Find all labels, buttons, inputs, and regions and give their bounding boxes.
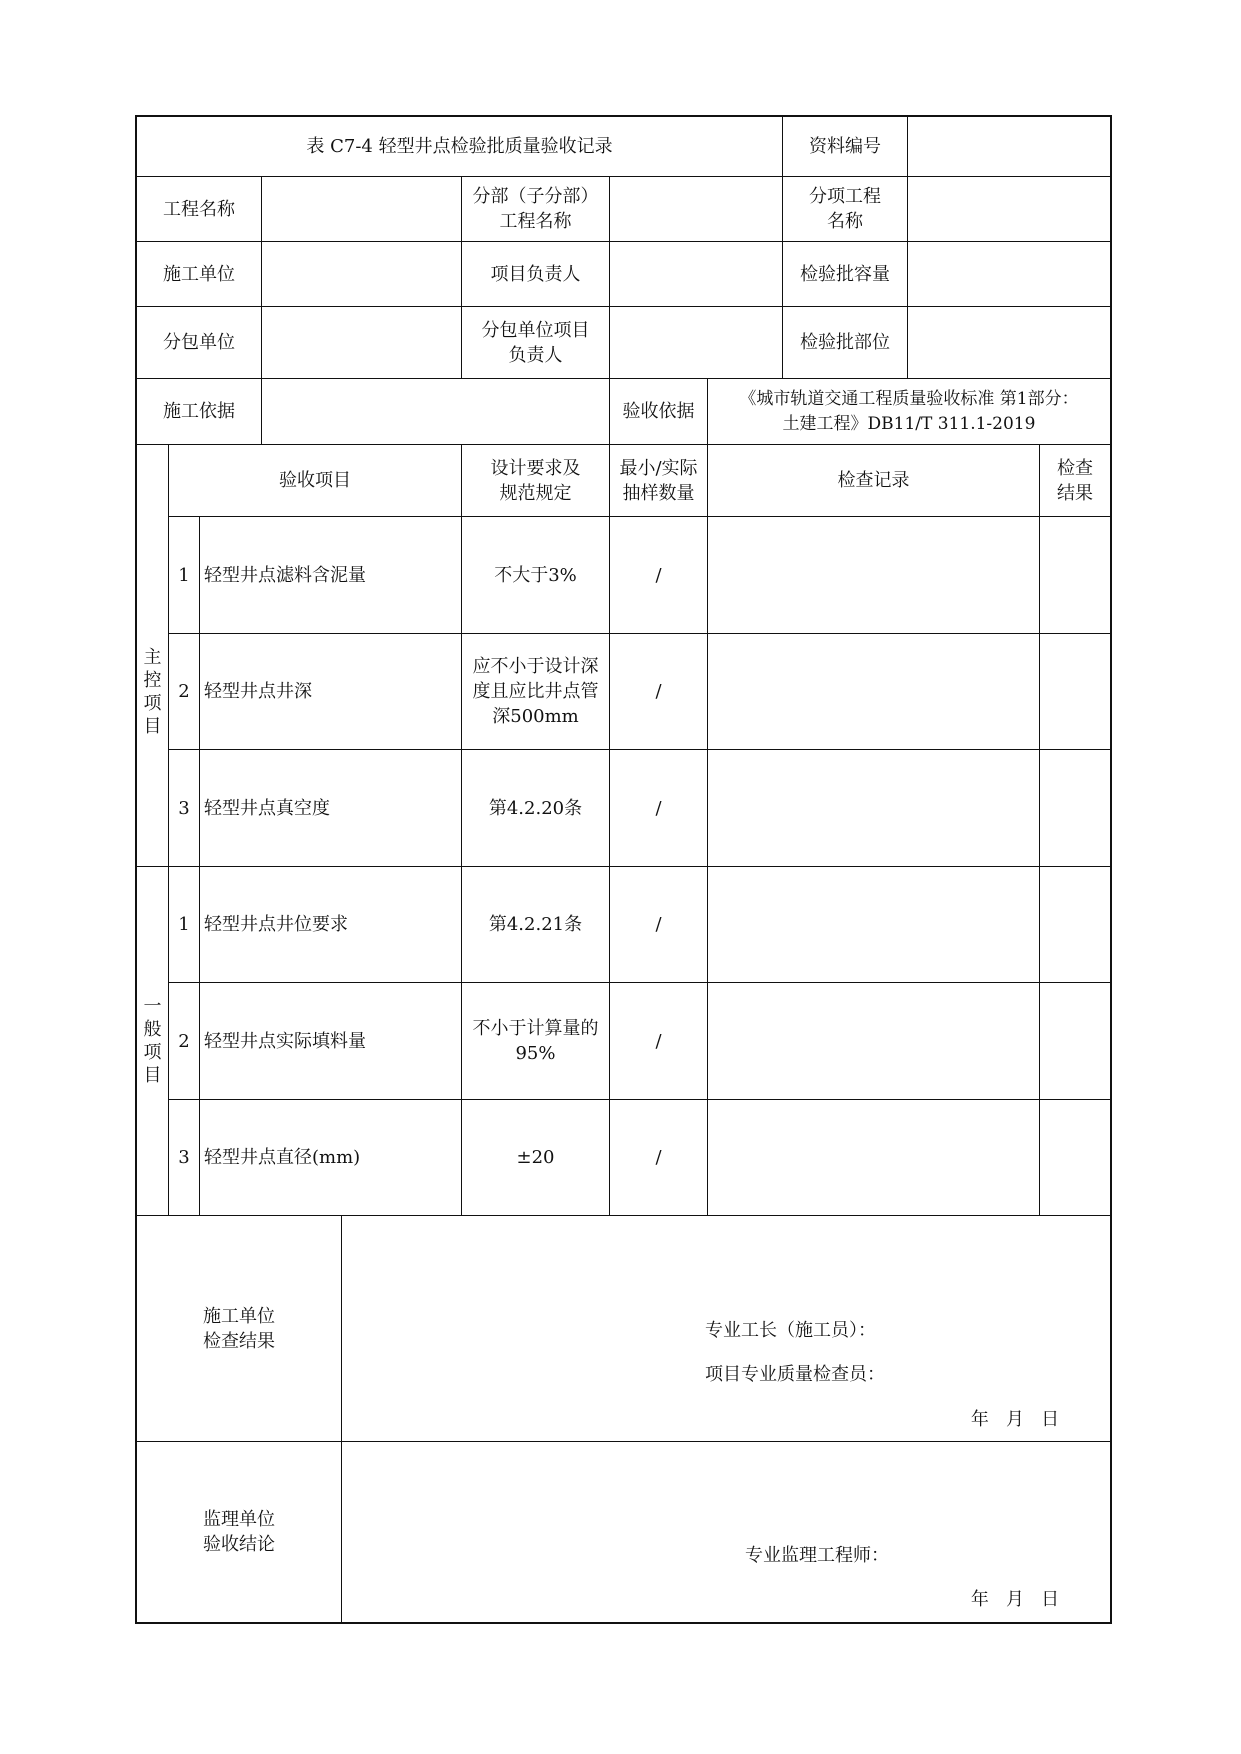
main-item-2-result[interactable] xyxy=(1040,634,1110,749)
main-item-3-name: 轻型井点真空度 xyxy=(204,797,330,819)
general-item-1-req: 第4.2.21条 xyxy=(488,914,583,935)
supervisor-check-label: 监理单位 验收结论 xyxy=(203,1509,275,1555)
general-item-2-sample: / xyxy=(655,1030,662,1052)
doc-number-label: 资料编号 xyxy=(809,136,881,157)
main-item-1-no: 1 xyxy=(178,564,190,586)
supervisor-engineer-label: 专业监理工程师： xyxy=(745,1544,889,1566)
general-item-1-record[interactable] xyxy=(708,867,1039,982)
sub-division-label: 分部（子分部） 工程名称 xyxy=(472,186,599,232)
sub-division-field[interactable] xyxy=(610,177,782,241)
general-item-2-no: 2 xyxy=(178,1030,190,1052)
sub-manager-field[interactable] xyxy=(610,307,782,378)
main-control-group-label: 主 控 项 目 xyxy=(143,646,162,737)
contractor-date: 年 月 日 xyxy=(970,1408,1060,1430)
sub-item-label: 分项工程 名称 xyxy=(809,186,881,232)
project-manager-field[interactable] xyxy=(610,242,782,306)
construction-basis-label: 施工依据 xyxy=(163,401,235,422)
general-item-2-req: 不小于计算量的 95% xyxy=(472,1018,599,1064)
col-header-sample: 最小/实际 抽样数量 xyxy=(619,457,698,504)
general-item-2-result[interactable] xyxy=(1040,983,1110,1099)
general-item-3-req: ±20 xyxy=(516,1147,555,1168)
col-header-record: 检查记录 xyxy=(837,470,910,491)
supervisor-date: 年 月 日 xyxy=(970,1588,1060,1610)
main-item-3-result[interactable] xyxy=(1040,750,1110,866)
acceptance-basis-value: 《城市轨道交通工程质量验收标准 第1部分： 土建工程》DB11/T 311.1-2019 xyxy=(739,388,1079,434)
sub-item-field[interactable] xyxy=(908,177,1110,241)
main-item-2-req: 应不小于设计深 度且应比井点管 深500mm xyxy=(472,656,599,727)
doc-number-field[interactable] xyxy=(908,117,1110,176)
col-header-design: 设计要求及 规范规定 xyxy=(490,457,581,504)
general-item-3-result[interactable] xyxy=(1040,1100,1110,1215)
inspector-signature-label: 项目专业质量检查员： xyxy=(705,1363,885,1385)
general-item-1-sample: / xyxy=(655,914,662,935)
general-group-label: 一 般 项 目 xyxy=(143,996,162,1086)
contractor-check-label: 施工单位 检查结果 xyxy=(203,1305,275,1352)
general-item-3-sample: / xyxy=(655,1147,662,1168)
project-manager-label: 项目负责人 xyxy=(490,263,581,285)
general-item-2-name: 轻型井点实际填料量 xyxy=(204,1030,366,1052)
main-item-1-record[interactable] xyxy=(708,517,1039,633)
construction-basis-field[interactable] xyxy=(262,379,609,444)
general-item-2-record[interactable] xyxy=(708,983,1039,1099)
main-item-2-sample: / xyxy=(655,681,662,702)
foreman-signature-label: 专业工长（施工员）： xyxy=(705,1319,876,1341)
general-item-3-record[interactable] xyxy=(708,1100,1039,1215)
main-item-2-no: 2 xyxy=(178,681,190,702)
main-item-1-sample: / xyxy=(655,564,662,586)
main-item-3-req: 第4.2.20条 xyxy=(488,797,583,819)
batch-capacity-field[interactable] xyxy=(908,242,1110,306)
main-item-1-name: 轻型井点滤料含泥量 xyxy=(204,564,366,586)
general-item-3-name: 轻型井点直径(mm) xyxy=(204,1147,361,1168)
project-name-label: 工程名称 xyxy=(163,198,235,220)
contractor-label: 施工单位 xyxy=(163,263,235,285)
batch-location-label: 检验批部位 xyxy=(800,332,890,353)
batch-capacity-label: 检验批容量 xyxy=(800,263,890,285)
batch-location-field[interactable] xyxy=(908,307,1110,378)
form-title: 表 C7-4 轻型井点检验批质量验收记录 xyxy=(306,136,613,157)
acceptance-basis-label: 验收依据 xyxy=(622,401,695,422)
main-item-3-record[interactable] xyxy=(708,750,1039,866)
general-item-1-no: 1 xyxy=(178,914,190,935)
subcontractor-field[interactable] xyxy=(262,307,461,378)
main-item-3-sample: / xyxy=(655,797,662,819)
general-item-1-name: 轻型井点井位要求 xyxy=(204,914,348,935)
col-header-result: 检查 结果 xyxy=(1057,457,1093,504)
sub-manager-label: 分包单位项目 负责人 xyxy=(481,319,590,366)
main-item-2-record[interactable] xyxy=(708,634,1039,749)
subcontractor-label: 分包单位 xyxy=(163,332,235,353)
main-item-3-no: 3 xyxy=(178,797,190,819)
main-item-1-result[interactable] xyxy=(1040,517,1110,633)
general-item-3-no: 3 xyxy=(178,1147,190,1168)
main-item-2-name: 轻型井点井深 xyxy=(204,681,312,702)
main-item-1-req: 不大于3% xyxy=(494,564,577,586)
project-name-field[interactable] xyxy=(262,177,461,241)
contractor-field[interactable] xyxy=(262,242,461,306)
col-header-item: 验收项目 xyxy=(279,470,351,491)
general-item-1-result[interactable] xyxy=(1040,867,1110,982)
